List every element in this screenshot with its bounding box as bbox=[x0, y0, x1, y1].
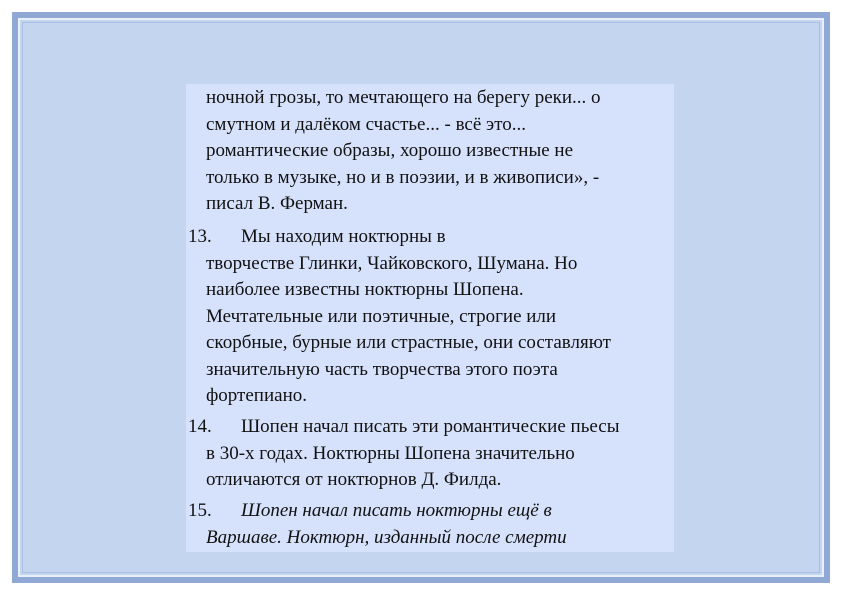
text-line: смутном и далёком счастье... - всё это... bbox=[206, 113, 527, 135]
text-line: писал В. Ферман. bbox=[206, 193, 348, 214]
paragraph-14 bbox=[186, 414, 674, 494]
text-line: значительную часть творчества этого поэта bbox=[206, 358, 558, 380]
text-line: фортепиано. bbox=[206, 385, 307, 406]
text-line: творчестве Глинки, Чайковского, Шумана. Но bbox=[206, 252, 578, 274]
paragraph-number: 15. bbox=[188, 500, 212, 521]
text-line: Мечтательные или поэтичные, строгие или bbox=[206, 305, 557, 327]
text-line: в 30-х годах. Ноктюрны Шопена значительно bbox=[206, 442, 575, 464]
text-panel bbox=[186, 84, 674, 552]
text-line: Шопен начал писать эти романтические пьесы bbox=[241, 416, 620, 437]
text-line: романтические образы, хорошо известные не bbox=[206, 140, 574, 161]
paragraph-continuation bbox=[186, 85, 674, 218]
paragraph-15 bbox=[186, 498, 674, 551]
text-line: Мы находим ноктюрны в bbox=[241, 226, 446, 247]
text-line: наиболее известны ноктюрны Шопена. bbox=[206, 279, 524, 300]
text-line: ночной грозы, то мечтающего на берегу реки... о bbox=[206, 87, 601, 108]
paragraph-number: 14. bbox=[188, 416, 212, 437]
text-line: скорбные, бурные или страстные, они составляют bbox=[206, 332, 611, 353]
text-line: Варшаве. Ноктюрн, изданный после смерти bbox=[206, 526, 567, 548]
paragraph-13 bbox=[186, 224, 674, 410]
text-line: Шопен начал писать ноктюрны ещё в bbox=[241, 500, 552, 521]
text-line: отличаются от ноктюрнов Д. Филда. bbox=[206, 469, 502, 490]
text-line: только в музыке, но и в поэзии, и в живописи», - bbox=[206, 166, 600, 188]
paragraph-number: 13. bbox=[188, 226, 212, 247]
